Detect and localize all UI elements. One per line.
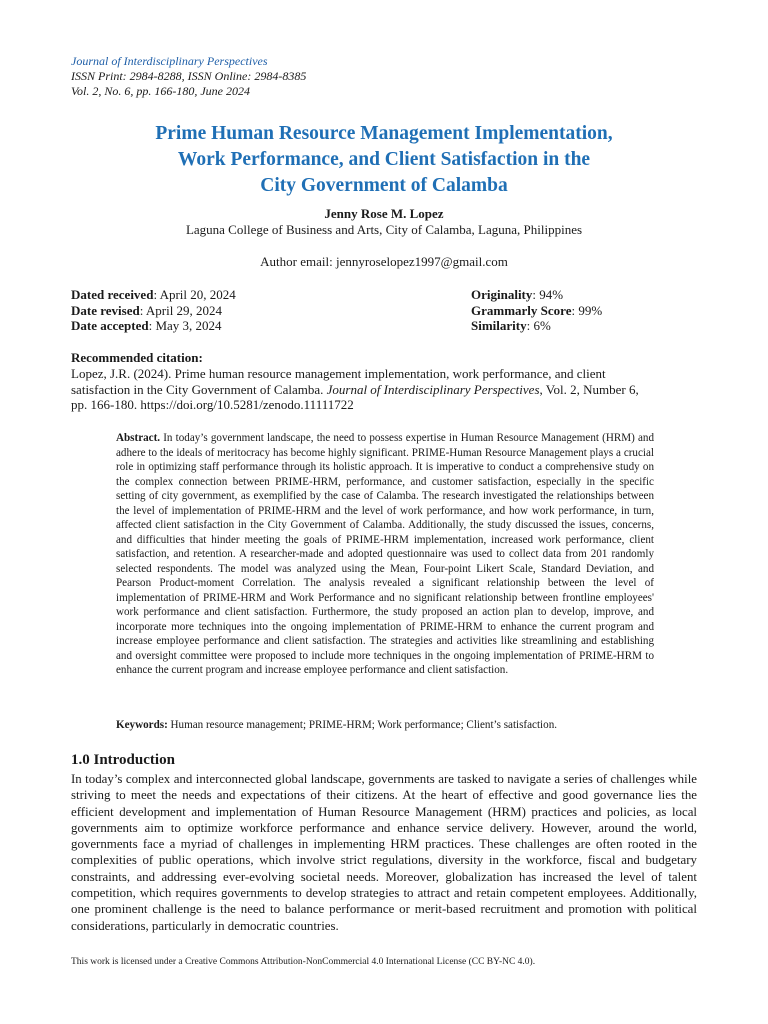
recommended-citation	[71, 366, 701, 413]
journal-name: Journal of Interdisciplinary Perspectives	[71, 54, 268, 68]
title-line-3: City Government of Calamba	[260, 175, 508, 196]
grammarly-score: Grammarly Score: 99%	[471, 302, 603, 318]
keywords	[116, 719, 557, 731]
citation-heading: Recommended citation:	[71, 350, 203, 365]
citation-line-3: pp. 166-180. https://doi.org/10.5281/zenodo.11111722	[71, 397, 354, 412]
scores-block	[471, 287, 602, 334]
citation-line-1: Lopez, J.R. (2024). Prime human resource management implementation, work performance, and client	[71, 366, 606, 381]
similarity-score: Similarity: 6%	[471, 318, 551, 333]
author-email: Author email: jennyroselopez1997@gmail.com	[260, 254, 508, 269]
introduction-paragraph: In today’s complex and interconnected global landscape, governments are tasked to navigate a series of challenges while striving to meet the needs and expectations of their citizens. At the heart of effective and good governance lies the efficient development and implementation of Human Resource Management (HRM) practices and policies, as local governments aim to optimize workforce performance and enhance service delivery. However, around the world, governments face a myriad of challenges in implementing HRM practices. These challenges are often rooted in the complexities of public operations, which involve strict regulations, diversity in the workforce, fiscal and budgetary constraints, and addressing ever-evolving societal needs. Moreover, globalization has increased the level of talent competition, which requires governments to develop strategies to attract and retain competent employees. Additionally, one prominent challenge is the need to balance performance or merit-based recruitment and promotion with political considerations, particularly in democratic countries.	[71, 772, 697, 933]
author-affiliation: Laguna College of Business and Arts, City of Calamba, Laguna, Philippines	[185, 222, 583, 237]
keywords-label: Keywords:	[116, 719, 168, 731]
title-line-2: Work Performance, and Client Satisfaction in the	[177, 149, 591, 170]
abstract-label: Abstract.	[116, 432, 161, 444]
article-title	[84, 121, 684, 199]
date-revised: Date revised: April 29, 2024	[71, 302, 223, 318]
section-heading-introduction: 1.0 Introduction	[71, 752, 175, 768]
date-received: Dated received: April 20, 2024	[71, 287, 236, 302]
journal-header	[71, 54, 306, 99]
volume-line: Vol. 2, No. 6, pp. 166-180, June 2024	[71, 84, 250, 98]
abstract-text: In today’s government landscape, the need to possess expertise in Human Resource Management (HRM) and adhere to the ideals of meritocracy has become highly significant. PRIME-Human Resource Management plays a crucial role in optimizing staff performance through its holistic approach. It is imperative to conduct a comprehensive study on the complex connection between PRIME-HRM, performance, and customer satisfaction, especially in the specific setting of city government, as exemplified by the case of Calamba. The research investigated the relationships between the level of implementation of PRIME-HRM and the level of work performance, and how work performance, in turn, affected client satisfaction in the City Government of Calamba. Additionally, the study discussed the issues, concerns, and difficulties that hinder meeting the goals of PRIME-HRM implementation, increased work performance, client satisfaction, and retention. A researcher-made and adopted questionnaire was used to collect data from 201 randomly selected respondents. The model was analyzed using the Mean, Four-point Likert Scale, Standard Deviation, and Pearson Product-moment Correlation. The analysis revealed a significant relationship between the level of implementation of PRIME-HRM and Work Performance and no significant relationship between frontline employees' work performance and client satisfaction. Furthermore, the study proposed an action plan to develop, improve, and incorporate more techniques into the ongoing implementation of PRIME-HRM to enhance the current program and increase employee performance and client satisfaction. The strategies and activities like streamlining and establishing and oversight committee were proposed to include more techniques in the ongoing implementation of PRIME-HRM to enhance the current program and increase employee performance and client satisfaction.	[116, 432, 654, 676]
citation-line-2: satisfaction in the City Government of Calamba. Journal of Interdisciplinary Perspectives, Vol. 2, Number 6,	[71, 381, 639, 397]
keywords-text: Human resource management; PRIME-HRM; Work performance; Client’s satisfaction.	[167, 719, 558, 731]
abstract	[116, 431, 654, 678]
dates-block	[71, 287, 236, 334]
date-accepted: Date accepted: May 3, 2024	[71, 318, 222, 333]
issn-line: ISSN Print: 2984-8288, ISSN Online: 2984-8385	[71, 69, 307, 83]
citation-journal: Journal of Interdisciplinary Perspectives	[326, 381, 540, 397]
title-line-1: Prime Human Resource Management Implementation,	[155, 123, 613, 144]
license-footer: This work is licensed under a Creative Commons Attribution-NonCommercial 4.0 International License (CC BY-NC 4.0).	[71, 957, 536, 967]
author-name: Jenny Rose M. Lopez	[324, 206, 444, 221]
originality-score: Originality: 94%	[471, 287, 564, 302]
